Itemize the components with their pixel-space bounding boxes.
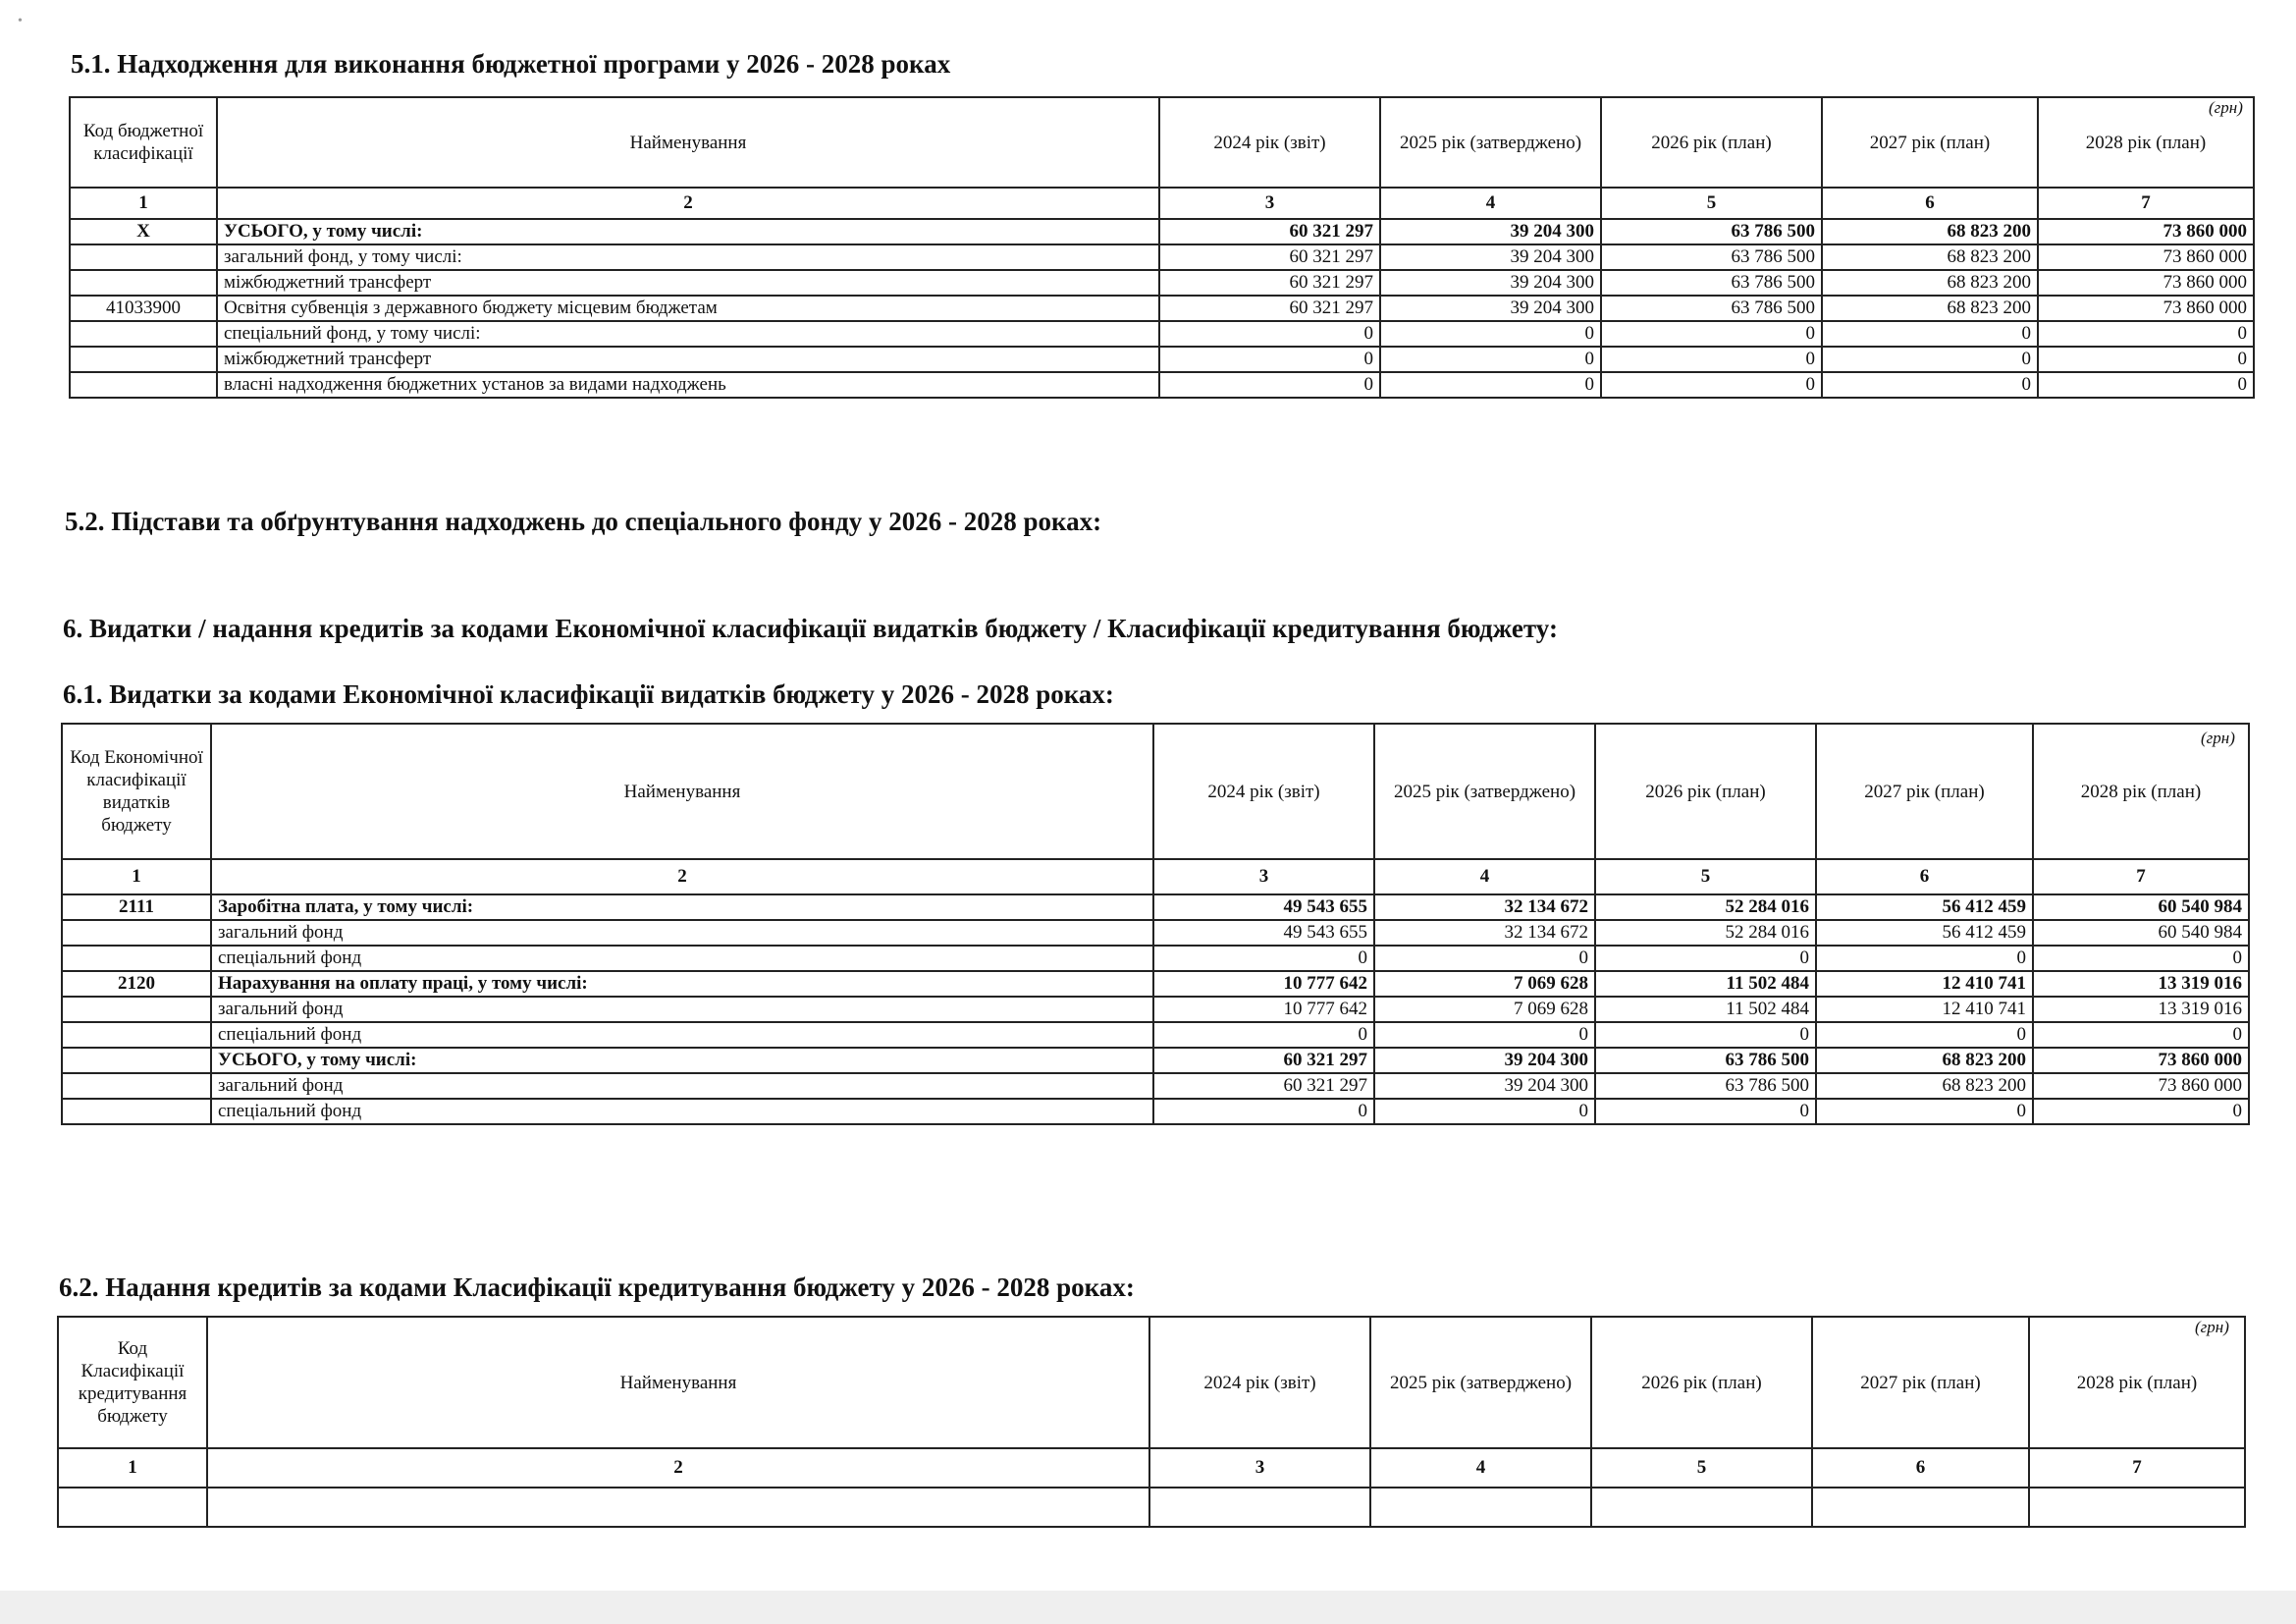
value-2026: 11 502 484 xyxy=(1595,971,1816,997)
value-2028: 0 xyxy=(2033,946,2249,971)
empty-cell xyxy=(1812,1488,2029,1527)
scan-mark: • xyxy=(18,14,23,28)
table-row xyxy=(62,1048,2249,1073)
value-2026: 0 xyxy=(1595,1022,1816,1048)
row-code xyxy=(70,270,217,296)
value-2028: 73 860 000 xyxy=(2038,244,2254,270)
value-2026: 63 786 500 xyxy=(1601,270,1822,296)
row-name: спеціальний фонд, у тому числі: xyxy=(217,321,1159,347)
value-2027: 56 412 459 xyxy=(1816,920,2033,946)
column-number-row xyxy=(62,859,2249,894)
table-row xyxy=(62,1022,2249,1048)
value-2028: 0 xyxy=(2038,321,2254,347)
row-name: загальний фонд xyxy=(211,920,1153,946)
value-2027: 0 xyxy=(1822,347,2038,372)
value-2027: 0 xyxy=(1822,321,2038,347)
value-2026: 0 xyxy=(1601,372,1822,398)
header-2028: 2028 рік (план) xyxy=(2029,1317,2245,1448)
value-2024: 60 321 297 xyxy=(1159,296,1380,321)
row-code: 2111 xyxy=(62,894,211,920)
value-2024: 0 xyxy=(1153,946,1374,971)
row-name: загальний фонд xyxy=(211,997,1153,1022)
header-name: Найменування xyxy=(211,724,1153,859)
value-2028: 0 xyxy=(2033,1022,2249,1048)
value-2026: 0 xyxy=(1601,321,1822,347)
s61-unit-label: (грн) xyxy=(2201,729,2235,747)
colnum: 6 xyxy=(1812,1448,2029,1488)
row-name: міжбюджетний трансферт xyxy=(217,347,1159,372)
empty-cell xyxy=(1370,1488,1591,1527)
value-2028: 0 xyxy=(2033,1099,2249,1124)
value-2024: 0 xyxy=(1159,372,1380,398)
header-2025: 2025 рік (затверджено) xyxy=(1370,1317,1591,1448)
table-row xyxy=(70,372,2254,398)
header-name: Найменування xyxy=(217,97,1159,188)
row-code xyxy=(62,920,211,946)
table-row xyxy=(62,920,2249,946)
value-2028: 60 540 984 xyxy=(2033,894,2249,920)
table-row xyxy=(70,270,2254,296)
value-2025: 32 134 672 xyxy=(1374,894,1595,920)
value-2025: 0 xyxy=(1380,321,1601,347)
header-code: Код Класифікації кредитування бюджету xyxy=(58,1317,207,1448)
colnum: 7 xyxy=(2038,188,2254,219)
row-name: Освітня субвенція з державного бюджету місцевим бюджетам xyxy=(217,296,1159,321)
colnum: 1 xyxy=(62,859,211,894)
header-2027: 2027 рік (план) xyxy=(1816,724,2033,859)
table-row xyxy=(62,997,2249,1022)
table-row xyxy=(70,321,2254,347)
table-row xyxy=(62,894,2249,920)
value-2025: 39 204 300 xyxy=(1380,296,1601,321)
value-2025: 0 xyxy=(1380,347,1601,372)
value-2024: 0 xyxy=(1153,1099,1374,1124)
value-2027: 0 xyxy=(1816,1022,2033,1048)
colnum: 5 xyxy=(1601,188,1822,219)
header-code: Код Економічної класифікації видатків бюджету xyxy=(62,724,211,859)
header-2024: 2024 рік (звіт) xyxy=(1159,97,1380,188)
colnum: 6 xyxy=(1822,188,2038,219)
colnum: 1 xyxy=(70,188,217,219)
colnum: 4 xyxy=(1374,859,1595,894)
column-number-row xyxy=(58,1448,2245,1488)
row-code xyxy=(70,372,217,398)
receipts-table xyxy=(69,96,2255,399)
empty-cell xyxy=(58,1488,207,1527)
value-2026: 63 786 500 xyxy=(1601,219,1822,244)
value-2028: 73 860 000 xyxy=(2038,296,2254,321)
section-6-title: 6. Видатки / надання кредитів за кодами Економічної класифікації видатків бюджету / Класифікації кредитування бюджету: xyxy=(63,614,1558,643)
value-2025: 0 xyxy=(1374,946,1595,971)
row-code xyxy=(62,997,211,1022)
value-2024: 10 777 642 xyxy=(1153,971,1374,997)
value-2024: 10 777 642 xyxy=(1153,997,1374,1022)
row-name: УСЬОГО, у тому числі: xyxy=(217,219,1159,244)
table-row xyxy=(62,971,2249,997)
value-2025: 7 069 628 xyxy=(1374,971,1595,997)
value-2028: 0 xyxy=(2038,347,2254,372)
row-name: загальний фонд xyxy=(211,1073,1153,1099)
colnum: 7 xyxy=(2029,1448,2245,1488)
header-2025: 2025 рік (затверджено) xyxy=(1374,724,1595,859)
value-2027: 12 410 741 xyxy=(1816,971,2033,997)
colnum: 5 xyxy=(1591,1448,1812,1488)
table-row xyxy=(70,219,2254,244)
value-2028: 73 860 000 xyxy=(2038,219,2254,244)
value-2026: 63 786 500 xyxy=(1595,1073,1816,1099)
row-name: спеціальний фонд xyxy=(211,946,1153,971)
value-2026: 63 786 500 xyxy=(1601,296,1822,321)
value-2026: 0 xyxy=(1595,946,1816,971)
empty-cell xyxy=(1149,1488,1370,1527)
value-2025: 39 204 300 xyxy=(1380,244,1601,270)
colnum: 7 xyxy=(2033,859,2249,894)
header-name: Найменування xyxy=(207,1317,1149,1448)
row-code: X xyxy=(70,219,217,244)
credits-table xyxy=(57,1316,2246,1528)
row-name: спеціальний фонд xyxy=(211,1099,1153,1124)
colnum: 2 xyxy=(207,1448,1149,1488)
row-code xyxy=(62,946,211,971)
header-2024: 2024 рік (звіт) xyxy=(1153,724,1374,859)
section-6-2-title: 6.2. Надання кредитів за кодами Класифікації кредитування бюджету у 2026 - 2028 роках: xyxy=(59,1272,1135,1302)
value-2024: 0 xyxy=(1159,347,1380,372)
expenditures-table xyxy=(61,723,2250,1125)
value-2024: 49 543 655 xyxy=(1153,894,1374,920)
value-2027: 12 410 741 xyxy=(1816,997,2033,1022)
value-2024: 49 543 655 xyxy=(1153,920,1374,946)
section-5-2-title: 5.2. Підстави та обґрунтування надходжень до спеціального фонду у 2026 - 2028 роках: xyxy=(65,507,1102,536)
colnum: 3 xyxy=(1159,188,1380,219)
empty-cell xyxy=(207,1488,1149,1527)
value-2025: 0 xyxy=(1380,372,1601,398)
value-2027: 0 xyxy=(1822,372,2038,398)
value-2025: 32 134 672 xyxy=(1374,920,1595,946)
value-2024: 60 321 297 xyxy=(1153,1073,1374,1099)
row-name: міжбюджетний трансферт xyxy=(217,270,1159,296)
section-5-1-title: 5.1. Надходження для виконання бюджетної програми у 2026 - 2028 роках xyxy=(71,49,951,79)
value-2027: 68 823 200 xyxy=(1816,1073,2033,1099)
value-2024: 0 xyxy=(1159,321,1380,347)
header-2028: 2028 рік (план) xyxy=(2038,97,2254,188)
value-2026: 0 xyxy=(1601,347,1822,372)
table-header-row xyxy=(58,1317,2245,1448)
value-2028: 73 860 000 xyxy=(2038,270,2254,296)
value-2025: 0 xyxy=(1374,1022,1595,1048)
value-2026: 0 xyxy=(1595,1099,1816,1124)
value-2026: 52 284 016 xyxy=(1595,920,1816,946)
value-2024: 60 321 297 xyxy=(1153,1048,1374,1073)
value-2025: 39 204 300 xyxy=(1374,1073,1595,1099)
row-name: Заробітна плата, у тому числі: xyxy=(211,894,1153,920)
colnum: 3 xyxy=(1149,1448,1370,1488)
table-row xyxy=(62,1099,2249,1124)
header-2026: 2026 рік (план) xyxy=(1591,1317,1812,1448)
row-name: власні надходження бюджетних установ за видами надходжень xyxy=(217,372,1159,398)
row-name: загальний фонд, у тому числі: xyxy=(217,244,1159,270)
value-2026: 63 786 500 xyxy=(1601,244,1822,270)
value-2025: 39 204 300 xyxy=(1380,219,1601,244)
value-2027: 68 823 200 xyxy=(1822,296,2038,321)
value-2026: 63 786 500 xyxy=(1595,1048,1816,1073)
value-2028: 73 860 000 xyxy=(2033,1073,2249,1099)
value-2027: 56 412 459 xyxy=(1816,894,2033,920)
header-2024: 2024 рік (звіт) xyxy=(1149,1317,1370,1448)
header-2027: 2027 рік (план) xyxy=(1822,97,2038,188)
row-code xyxy=(70,244,217,270)
row-code xyxy=(62,1099,211,1124)
value-2028: 13 319 016 xyxy=(2033,997,2249,1022)
colnum: 6 xyxy=(1816,859,2033,894)
colnum: 2 xyxy=(211,859,1153,894)
table-row xyxy=(62,946,2249,971)
section-6-1-title: 6.1. Видатки за кодами Економічної класифікації видатків бюджету у 2026 - 2028 роках: xyxy=(63,679,1114,709)
value-2028: 60 540 984 xyxy=(2033,920,2249,946)
value-2025: 0 xyxy=(1374,1099,1595,1124)
value-2027: 68 823 200 xyxy=(1822,219,2038,244)
row-code xyxy=(62,1073,211,1099)
table-row xyxy=(70,244,2254,270)
value-2028: 0 xyxy=(2038,372,2254,398)
row-code: 41033900 xyxy=(70,296,217,321)
table-header-row xyxy=(70,97,2254,188)
table-row xyxy=(70,347,2254,372)
table-row xyxy=(62,1073,2249,1099)
header-2028: 2028 рік (план) xyxy=(2033,724,2249,859)
header-2026: 2026 рік (план) xyxy=(1601,97,1822,188)
value-2025: 39 204 300 xyxy=(1374,1048,1595,1073)
value-2027: 68 823 200 xyxy=(1822,270,2038,296)
value-2025: 39 204 300 xyxy=(1380,270,1601,296)
value-2027: 68 823 200 xyxy=(1822,244,2038,270)
colnum: 4 xyxy=(1370,1448,1591,1488)
row-code xyxy=(62,1048,211,1073)
colnum: 2 xyxy=(217,188,1159,219)
value-2024: 60 321 297 xyxy=(1159,270,1380,296)
empty-cell xyxy=(1591,1488,1812,1527)
value-2028: 73 860 000 xyxy=(2033,1048,2249,1073)
empty-cell xyxy=(2029,1488,2245,1527)
header-2027: 2027 рік (план) xyxy=(1812,1317,2029,1448)
row-code xyxy=(70,347,217,372)
header-code: Код бюджетної класифікації xyxy=(70,97,217,188)
value-2026: 11 502 484 xyxy=(1595,997,1816,1022)
scan-bottom-margin xyxy=(0,1591,2296,1624)
s62-unit-label: (грн) xyxy=(2195,1318,2229,1336)
colnum: 4 xyxy=(1380,188,1601,219)
value-2024: 0 xyxy=(1153,1022,1374,1048)
header-2026: 2026 рік (план) xyxy=(1595,724,1816,859)
s51-unit-label: (грн) xyxy=(2209,98,2243,117)
value-2027: 0 xyxy=(1816,1099,2033,1124)
table-header-row xyxy=(62,724,2249,859)
row-name: Нарахування на оплату праці, у тому числі: xyxy=(211,971,1153,997)
row-code xyxy=(62,1022,211,1048)
value-2024: 60 321 297 xyxy=(1159,219,1380,244)
value-2028: 13 319 016 xyxy=(2033,971,2249,997)
value-2026: 52 284 016 xyxy=(1595,894,1816,920)
row-code: 2120 xyxy=(62,971,211,997)
empty-row xyxy=(58,1488,2245,1527)
table-row xyxy=(70,296,2254,321)
row-name: спеціальний фонд xyxy=(211,1022,1153,1048)
column-number-row xyxy=(70,188,2254,219)
row-code xyxy=(70,321,217,347)
value-2025: 7 069 628 xyxy=(1374,997,1595,1022)
colnum: 3 xyxy=(1153,859,1374,894)
value-2024: 60 321 297 xyxy=(1159,244,1380,270)
value-2027: 68 823 200 xyxy=(1816,1048,2033,1073)
row-name: УСЬОГО, у тому числі: xyxy=(211,1048,1153,1073)
value-2027: 0 xyxy=(1816,946,2033,971)
header-2025: 2025 рік (затверджено) xyxy=(1380,97,1601,188)
colnum: 1 xyxy=(58,1448,207,1488)
colnum: 5 xyxy=(1595,859,1816,894)
